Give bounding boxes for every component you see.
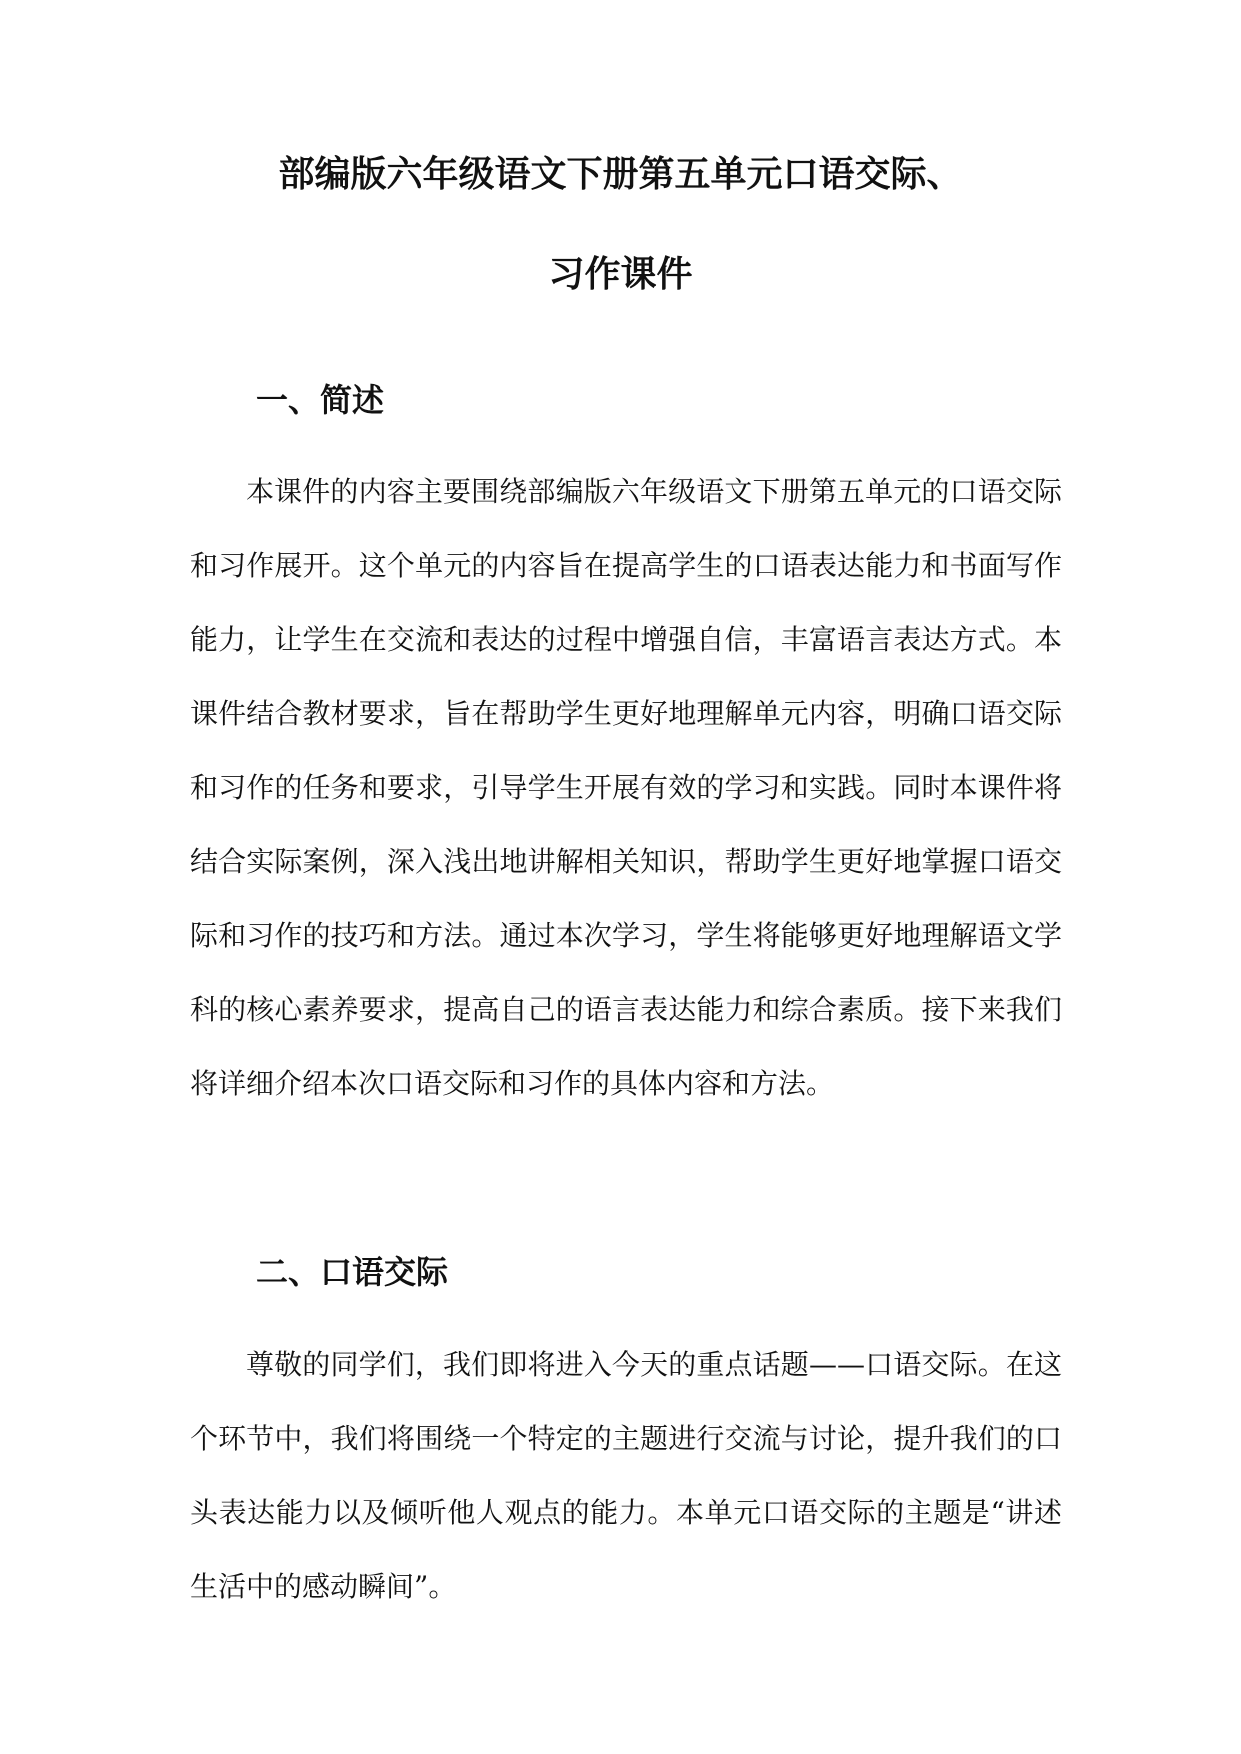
section-paragraph-oral-communication: 尊敬的同学们，我们即将进入今天的重点话题——口语交际。在这个环节中，我们将围绕一个特定的主题进行交流与讨论，提升我们的口头表达能力以及倾听他人观点的能力。本单元口语交际的主题是“讲述生活中的感动瞬间”。: [190, 1348, 1062, 1603]
document-title-line-2: 习作课件: [548, 254, 693, 295]
section-paragraph-overview: 本课件的内容主要围绕部编版六年级语文下册第五单元的口语交际和习作展开。这个单元的内容旨在提高学生的口语表达能力和书面写作能力，让学生在交流和表达的过程中增强自信，丰富语言表达方式。本课件结合教材要求，旨在帮助学生更好地理解单元内容，明确口语交际和习作的任务和要求，引导学生开展有效的学习和实践。同时本课件将结合实际案例，深入浅出地讲解相关知识，帮助学生更好地掌握口语交际和习作的技巧和方法。通过本次学习，学生将能够更好地理解语文学科的核心素养要求，提高自己的语言表达能力和综合素质。接下来我们将详细介绍本次口语交际和习作的具体内容和方法。: [190, 475, 1062, 1100]
section-heading-oral-communication: 二、口语交际: [256, 1253, 449, 1291]
document-title-line-1: 部编版六年级语文下册第五单元口语交际、: [278, 154, 963, 195]
section-heading-overview: 一、简述: [256, 381, 385, 419]
